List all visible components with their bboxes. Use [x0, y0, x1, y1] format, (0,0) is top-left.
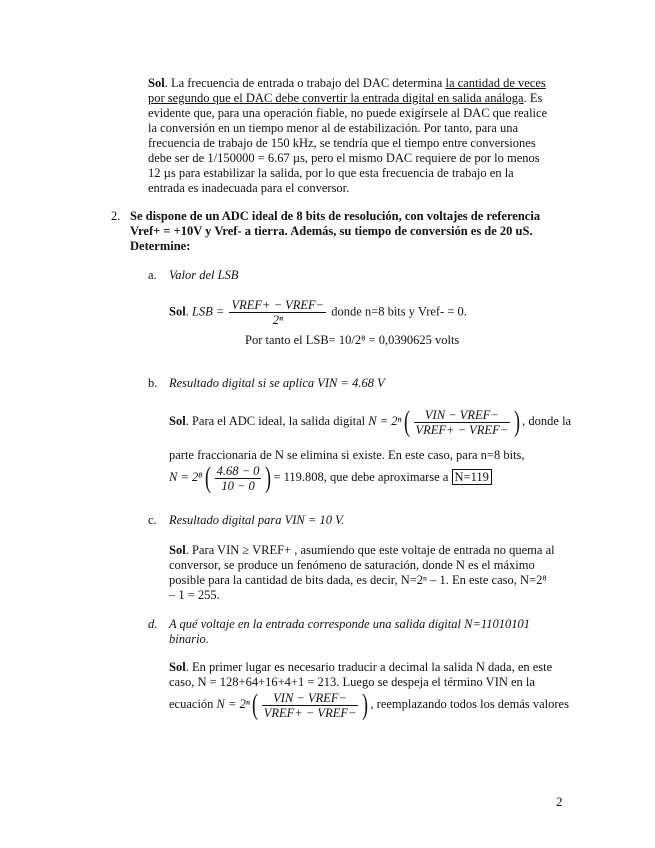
- page-number: 2: [556, 794, 563, 809]
- question-2-statement: Se dispone de un ADC ideal de 8 bits de resolución, con voltajes de referencia Vref+ = +10V y Vref- a tierra. Además, su tiempo de conversión es de 20 uS. Determine:: [130, 209, 541, 253]
- item-b-solution-line1: Sol. Para el ADC ideal, la salida digital N = 2ⁿ( $\frac{\text{VIN − VREF−}}{\text{VREF+ − VREF−}}$ ) , donde la: [169, 405, 572, 438]
- item-a-result: Por tanto el LSB= 10/2⁸ = 0,0390625 volts: [245, 333, 460, 347]
- item-a-solution: Sol. LSB = $\frac{\text{VREF+ − VREF−}}{\text{2ⁿ}}$ donde n=8 bits y Vref- = 0.: [169, 298, 467, 327]
- item-a-title: Valor del LSB: [169, 268, 239, 282]
- calc-fraction: $\frac{4.68 - 0}{10 - 0}$: [216, 463, 260, 493]
- lsb-fraction: $\frac{\text{VREF+ − VREF−}}{\text{2ⁿ}}$: [231, 298, 325, 327]
- item-b-title: Resultado digital si se aplica VIN = 4.68 V: [169, 376, 385, 390]
- item-c-letter: c.: [148, 513, 157, 527]
- boxed-result: N=119: [452, 469, 492, 485]
- adc-formula-fraction-d: $\frac{\text{VIN − VREF−}}{\text{VREF+ − VREF−}}$: [263, 690, 357, 720]
- item-d-title: A qué voltaje en la entrada corresponde una salida digital N=11010101 binario.: [169, 617, 530, 646]
- question-2-number: 2.: [111, 209, 121, 223]
- item-c-solution: Sol. Para VIN ≥ VREF+ , asumiendo que este voltaje de entrada no quema al conversor, se produce un fenómeno de saturación, donde N es el máximo posible para la cantidad de bits dada, es decir, N=2ⁿ – 1. En este caso, N=2⁸ – 1 = 255.: [169, 543, 555, 602]
- item-d-solution: Sol. En primer lugar es necesario traducir a decimal la salida N dada, en este caso, N = 128+64+16+4+1 = 213. Luego se despeja el término VIN en la: [169, 660, 553, 689]
- item-b-solution-line2: parte fraccionaria de N se elimina si existe. En este caso, para n=8 bits,: [169, 448, 525, 462]
- item-a-letter: a.: [148, 268, 157, 282]
- item-d-equation-line: ecuación N = 2ⁿ( $\frac{\text{VIN − VREF−}}{\text{VREF+ − VREF−}}$ ) , reemplazando todos los demás valores: [169, 688, 569, 721]
- sol-label: Sol: [148, 76, 165, 90]
- item-c-title: Resultado digital para VIN = 10 V.: [169, 513, 345, 527]
- item-b-letter: b.: [148, 376, 158, 390]
- adc-formula-fraction: $\frac{\text{VIN − VREF−}}{\text{VREF+ − VREF−}}$: [415, 407, 509, 437]
- sol-paragraph-1: Sol. La frecuencia de entrada o trabajo del DAC determina la cantidad de veces por segundo que el DAC debe convertir la entrada digital en salida análoga. Es evidente que, para una operación fiable, no puede exigírsele al DAC que realice la conversión en un tiempo menor al de estabilización. Por tanto, para una frecuencia de trabajo de 150 kHz, se tendría que el tiempo entre conversiones debe ser de 1/150000 = 6.67 µs, pero el mismo DAC requiere de por lo menos 12 µs para estabilizar la salida, por lo que esta frecuencia de trabajo en la entrada es inadecuada para el conversor.: [148, 76, 548, 195]
- item-d-letter: d.: [148, 617, 158, 631]
- item-b-solution-line3: N = 2⁸( $\frac{4.68 - 0}{10 - 0}$ ) = 119.808, que debe aproximarse a N=119: [169, 463, 579, 493]
